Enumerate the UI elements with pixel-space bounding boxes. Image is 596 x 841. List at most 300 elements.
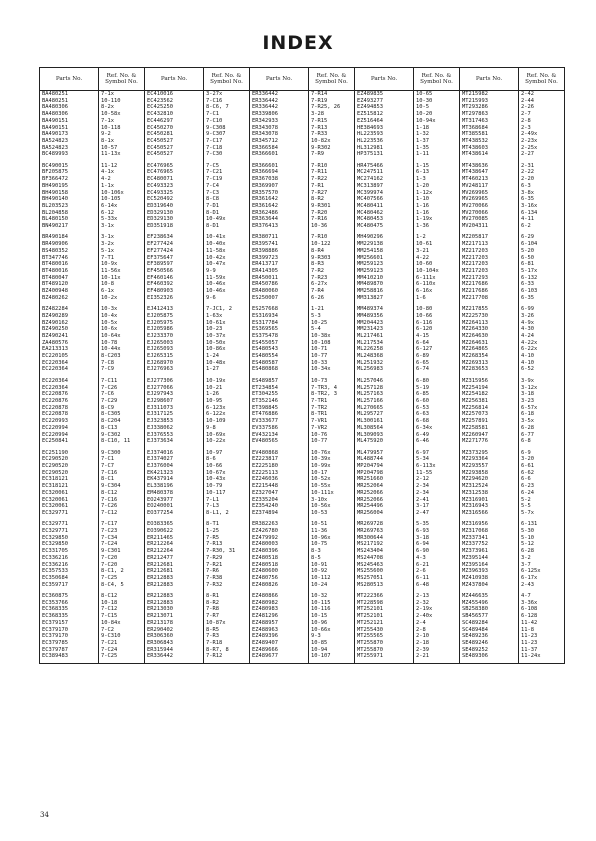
- parts-no-cell: ER336442: [145, 653, 204, 663]
- table-header-row: [40, 68, 565, 91]
- ref-symbol-cell: 3-8x: [519, 190, 565, 197]
- table-row: [40, 562, 565, 569]
- parts-no-cell: SC489484: [460, 627, 519, 634]
- ref-symbol-cell: 7-R9: [309, 151, 355, 158]
- parts-no-cell: ML475920: [355, 438, 414, 445]
- ref-symbol-cell: 3-12x: [519, 385, 565, 392]
- parts-no-cell: ER212681: [145, 562, 204, 569]
- ref-symbol-cell: 4-24: [519, 333, 565, 340]
- parts-no-cell: EC379170: [40, 627, 99, 634]
- parts-no-cell: BA524823: [40, 138, 99, 145]
- ref-symbol-cell: 1-16: [414, 210, 460, 217]
- parts-no-cell: ES316934: [250, 313, 309, 320]
- ref-symbol-cell: 8-C9: [99, 405, 145, 412]
- parts-no-cell: MV270066: [460, 210, 519, 217]
- parts-no-cell: ET304255: [250, 391, 309, 398]
- ref-symbol-cell: 9-C310: [99, 633, 145, 640]
- parts-no-cell: BZ490250: [40, 326, 99, 333]
- parts-no-cell: ES455057: [250, 340, 309, 347]
- table-row: [40, 138, 565, 145]
- parts-no-cell: EC329771: [40, 528, 99, 535]
- ref-symbol-cell: 9-9: [204, 268, 250, 275]
- ref-symbol-cell: 6-35: [519, 295, 565, 302]
- ref-symbol-cell: 3-9x: [519, 373, 565, 384]
- ref-symbol-cell: 7-D1: [204, 203, 250, 210]
- parts-no-cell: ER366584: [250, 145, 309, 152]
- ref-symbol-cell: 7-R27: [309, 190, 355, 197]
- ref-symbol-cell: 6-13: [414, 169, 460, 176]
- parts-no-cell: BA524823: [40, 145, 99, 152]
- parts-no-cell: EC357533: [40, 568, 99, 575]
- table-row: [40, 510, 565, 517]
- ref-symbol-cell: 11-56x: [99, 268, 145, 275]
- ref-symbol-cell: 10-36: [309, 223, 355, 230]
- parts-no-cell: ML300161: [355, 418, 414, 425]
- ref-symbol-cell: 7-R20: [309, 210, 355, 217]
- ref-symbol-cell: 8-L1, 2: [204, 510, 250, 517]
- ref-symbol-cell: 5-20: [519, 248, 565, 255]
- parts-no-cell: ER306843: [145, 640, 204, 647]
- ref-symbol-cell: 11-36: [309, 528, 355, 535]
- parts-no-cell: MC480462: [355, 210, 414, 217]
- table-row: [40, 190, 565, 197]
- parts-no-cell: MV269965: [460, 190, 519, 197]
- ref-symbol-cell: 9-C302: [99, 432, 145, 439]
- parts-no-cell: EJ233370: [145, 333, 204, 340]
- ref-symbol-cell: 8-R2: [204, 600, 250, 607]
- ref-symbol-cell: 9-6: [204, 295, 250, 302]
- table-row: [40, 535, 565, 542]
- parts-no-cell: EZ488963: [250, 627, 309, 634]
- ref-symbol-cell: 6-94: [414, 541, 460, 548]
- parts-no-cell: EC493323: [145, 183, 204, 190]
- column-header-parts-no: Parts No.: [145, 68, 204, 91]
- ref-symbol-cell: 7-C9: [99, 366, 145, 373]
- ref-symbol-cell: 7-R4: [309, 288, 355, 295]
- parts-no-cell: ES317784: [250, 320, 309, 327]
- table-row: [40, 210, 565, 217]
- parts-no-cell: EF389597: [145, 261, 204, 268]
- parts-no-cell: EC353766: [40, 600, 99, 607]
- parts-no-cell: MZ264330: [460, 326, 519, 333]
- parts-no-cell: BC489993: [40, 151, 99, 158]
- parts-no-cell: HL312981: [355, 145, 414, 152]
- ref-symbol-cell: 11-59x: [204, 275, 250, 282]
- ref-symbol-cell: 7-R21: [204, 562, 250, 569]
- parts-no-cell: EZ489396: [250, 633, 309, 640]
- parts-no-cell: MM229138: [355, 241, 414, 248]
- parts-no-cell: EJ376553: [145, 432, 204, 439]
- parts-no-cell: ML226258: [355, 346, 414, 353]
- ref-symbol-cell: 6-49: [414, 432, 460, 439]
- ref-symbol-cell: 2-47: [414, 510, 460, 517]
- parts-no-cell: MZ337341: [460, 535, 519, 542]
- ref-symbol-cell: 10-111x: [309, 490, 355, 497]
- ref-symbol-cell: 8-TR2, 3: [309, 391, 355, 398]
- ref-symbol-cell: 7-C16: [99, 470, 145, 477]
- ref-symbol-cell: 7-R1: [309, 183, 355, 190]
- parts-no-cell: EJ317125: [145, 411, 204, 418]
- parts-no-cell: MR252064: [355, 483, 414, 490]
- ref-symbol-cell: 6-60: [414, 398, 460, 405]
- parts-no-cell: EF460392: [145, 281, 204, 288]
- ref-symbol-cell: 8-C6, 7: [204, 104, 250, 111]
- ref-symbol-cell: 10-53: [309, 510, 355, 517]
- ref-symbol-cell: 5-2: [519, 497, 565, 504]
- ref-symbol-cell: 7-R13: [204, 541, 250, 548]
- parts-no-cell: BA480306: [40, 104, 99, 111]
- ref-symbol-cell: 7-R29: [204, 555, 250, 562]
- parts-no-cell: MC399974: [355, 190, 414, 197]
- parts-no-cell: MT215993: [460, 98, 519, 105]
- parts-no-cell: BA490173: [40, 131, 99, 138]
- ref-symbol-cell: 8-R4: [309, 248, 355, 255]
- parts-no-cell: ML479957: [355, 445, 414, 456]
- ref-symbol-cell: 5-17x: [519, 268, 565, 275]
- parts-no-cell: ER398886: [250, 248, 309, 255]
- ref-symbol-cell: 7-R18: [204, 640, 250, 647]
- ref-symbol-cell: 10-51: [309, 517, 355, 528]
- parts-no-cell: MM410210: [355, 275, 414, 282]
- table-row: [40, 241, 565, 248]
- parts-no-cell: EO243977: [145, 497, 204, 504]
- table-row: [40, 360, 565, 367]
- ref-symbol-cell: 10-24: [309, 582, 355, 589]
- parts-no-cell: MZ316901: [460, 497, 519, 504]
- ref-symbol-cell: 10-61: [414, 241, 460, 248]
- parts-no-cell: EC220994: [40, 425, 99, 432]
- parts-no-cell: BC490015: [40, 158, 99, 169]
- parts-no-cell: ML257128: [355, 385, 414, 392]
- parts-no-cell: MT255870: [355, 640, 414, 647]
- ref-symbol-cell: 10-43x: [204, 476, 250, 483]
- ref-symbol-cell: 10-19x: [204, 373, 250, 384]
- parts-no-cell: MZ256381: [460, 398, 519, 405]
- ref-symbol-cell: 10-71: [309, 346, 355, 353]
- parts-no-cell: MZ264865: [460, 346, 519, 353]
- ref-symbol-cell: 7-C19: [204, 176, 250, 183]
- parts-no-cell: EM480378: [145, 490, 204, 497]
- ref-symbol-cell: 10-58x: [99, 111, 145, 118]
- ref-symbol-cell: 5-1x: [99, 248, 145, 255]
- parts-no-cell: MZ225730: [460, 313, 519, 320]
- parts-no-cell: MT438647: [460, 169, 519, 176]
- ref-symbol-cell: 3-26: [519, 313, 565, 320]
- table-row: [40, 405, 565, 412]
- ref-symbol-cell: 10-115: [309, 600, 355, 607]
- parts-no-cell: MM254158: [355, 248, 414, 255]
- table-row: [40, 125, 565, 132]
- parts-no-cell: MH490296: [355, 230, 414, 241]
- ref-symbol-cell: 7-C20: [99, 555, 145, 562]
- ref-symbol-cell: 6-110x: [414, 281, 460, 288]
- ref-symbol-cell: 10-11x: [99, 275, 145, 282]
- parts-no-cell: EV432134: [250, 432, 309, 439]
- parts-no-cell: ES257668: [250, 301, 309, 312]
- ref-symbol-cell: 1-32: [414, 131, 460, 138]
- ref-symbol-cell: 7-C34: [99, 535, 145, 542]
- parts-no-cell: EC368335: [40, 613, 99, 620]
- index-table: [39, 67, 565, 664]
- ref-symbol-cell: 10-85: [309, 640, 355, 647]
- ref-symbol-cell: 11-8: [519, 627, 565, 634]
- parts-no-cell: ES375478: [250, 333, 309, 340]
- parts-no-cell: EJ311073: [145, 405, 204, 412]
- ref-symbol-cell: 10-47x: [204, 261, 250, 268]
- ref-symbol-cell: 6-111x: [414, 275, 460, 282]
- ref-symbol-cell: 2-19x: [414, 606, 460, 613]
- ref-symbol-cell: 8-C1: [99, 476, 145, 483]
- parts-no-cell: EJ268970: [145, 360, 204, 367]
- parts-no-cell: ER343078: [250, 125, 309, 132]
- ref-symbol-cell: 10-65: [414, 91, 460, 98]
- ref-symbol-cell: 7-C17: [204, 138, 250, 145]
- ref-symbol-cell: 5-35: [414, 517, 460, 528]
- table-row: [40, 418, 565, 425]
- ref-symbol-cell: 10-37x: [204, 333, 250, 340]
- ref-symbol-cell: 3-10x: [309, 497, 355, 504]
- ref-symbol-cell: 6-14x: [99, 203, 145, 210]
- ref-symbol-cell: 6-65: [414, 360, 460, 367]
- parts-no-cell: EZ246036: [250, 476, 309, 483]
- ref-symbol-cell: 1-2: [414, 230, 460, 241]
- parts-no-cell: EF277424: [145, 241, 204, 248]
- table-row: [40, 118, 565, 125]
- table-row: [40, 340, 565, 347]
- parts-no-cell: EC336216: [40, 562, 99, 569]
- parts-no-cell: EF460146: [145, 275, 204, 282]
- parts-no-cell: MZ269313: [460, 360, 519, 367]
- table-row: [40, 313, 565, 320]
- ref-symbol-cell: 8-R1: [204, 588, 250, 599]
- parts-no-cell: ER213178: [145, 620, 204, 627]
- parts-no-cell: MT438532: [460, 138, 519, 145]
- parts-no-cell: EC320061: [40, 497, 99, 504]
- ref-symbol-cell: 3-2: [519, 555, 565, 562]
- ref-symbol-cell: 2-40x: [414, 613, 460, 620]
- ref-symbol-cell: 10-56x: [309, 503, 355, 510]
- parts-no-cell: MV204311: [460, 223, 519, 230]
- parts-no-cell: BL204858: [40, 210, 99, 217]
- ref-symbol-cell: 8-TR1: [309, 411, 355, 418]
- parts-no-cell: MZ257073: [460, 411, 519, 418]
- ref-symbol-cell: 6-53: [414, 405, 460, 412]
- parts-no-cell: MM489374: [355, 301, 414, 312]
- ref-symbol-cell: 4-22x: [519, 340, 565, 347]
- ref-symbol-cell: 10-42x: [204, 255, 250, 262]
- ref-symbol-cell: 6-2: [519, 223, 565, 230]
- parts-no-cell: MT438614: [460, 151, 519, 158]
- ref-symbol-cell: 10-66: [414, 313, 460, 320]
- parts-no-cell: MP204794: [355, 463, 414, 470]
- ref-symbol-cell: 6-134: [519, 210, 565, 217]
- column-header-ref-no: Ref. No. & Symbol No.: [309, 68, 355, 91]
- parts-no-cell: MT368684: [460, 125, 519, 132]
- parts-no-cell: EC329850: [40, 541, 99, 548]
- ref-symbol-cell: 10-107: [309, 653, 355, 663]
- parts-no-cell: MT215982: [460, 91, 519, 98]
- parts-no-cell: ER336442: [250, 98, 309, 105]
- parts-no-cell: EC368335: [40, 606, 99, 613]
- parts-no-cell: ML257166: [355, 398, 414, 405]
- ref-symbol-cell: 6-9: [519, 445, 565, 456]
- parts-no-cell: ES480554: [250, 353, 309, 360]
- parts-no-cell: HE384693: [355, 125, 414, 132]
- ref-symbol-cell: 6-104: [519, 241, 565, 248]
- parts-no-cell: EZ354240: [250, 503, 309, 510]
- ref-symbol-cell: 2-4: [414, 620, 460, 627]
- ref-symbol-cell: 10-105: [99, 196, 145, 203]
- ref-symbol-cell: 2-43: [519, 582, 565, 589]
- parts-no-cell: MZ217293: [460, 275, 519, 282]
- ref-symbol-cell: 10-20: [414, 111, 460, 118]
- ref-symbol-cell: 1-1x: [99, 183, 145, 190]
- ref-symbol-cell: 4-10: [519, 353, 565, 360]
- ref-symbol-cell: 7-R30, 31: [204, 548, 250, 555]
- table-row: [40, 248, 565, 255]
- ref-symbol-cell: 3-1x: [99, 223, 145, 230]
- parts-no-cell: ER336442: [250, 91, 309, 98]
- parts-no-cell: EZ493277: [355, 98, 414, 105]
- table-row: [40, 255, 565, 262]
- parts-no-cell: MZ268354: [460, 353, 519, 360]
- ref-symbol-cell: 10-80: [414, 301, 460, 312]
- parts-no-cell: MR269763: [355, 528, 414, 535]
- parts-no-cell: ET352146: [250, 398, 309, 405]
- ref-symbol-cell: 1-35: [414, 145, 460, 152]
- ref-symbol-cell: 10-44x: [99, 346, 145, 353]
- ref-symbol-cell: 7-T1: [99, 255, 145, 262]
- parts-no-cell: BT480016: [40, 261, 99, 268]
- parts-no-cell: ED351918: [145, 223, 204, 230]
- parts-no-cell: ER211465: [145, 535, 204, 542]
- ref-symbol-cell: 2-25x: [519, 145, 565, 152]
- ref-symbol-cell: 10-76: [309, 432, 355, 439]
- parts-no-cell: EJ277066: [145, 385, 204, 392]
- ref-symbol-cell: 1-25: [204, 528, 250, 535]
- ref-symbol-cell: 1-6: [414, 295, 460, 302]
- parts-no-cell: ML217534: [355, 340, 414, 347]
- table-row: [40, 91, 565, 98]
- parts-no-cell: ML217461: [355, 333, 414, 340]
- parts-no-cell: EK421323: [145, 470, 204, 477]
- ref-symbol-cell: 3-23: [519, 398, 565, 405]
- parts-no-cell: MZ217708: [460, 295, 519, 302]
- ref-symbol-cell: 6-52: [519, 366, 565, 373]
- ref-symbol-cell: 6-21: [414, 562, 460, 569]
- ref-symbol-cell: 7-C30: [204, 151, 250, 158]
- parts-no-cell: EC359717: [40, 582, 99, 589]
- ref-symbol-cell: 8-1x: [99, 138, 145, 145]
- parts-no-cell: MT255971: [355, 653, 414, 663]
- ref-symbol-cell: 7-C21: [204, 169, 250, 176]
- ref-symbol-cell: 6-23: [519, 483, 565, 490]
- table-row: [40, 555, 565, 562]
- parts-no-cell: MZ455496: [460, 600, 519, 607]
- table-row: [40, 411, 565, 418]
- table-row: [40, 111, 565, 118]
- ref-symbol-cell: 7-C11: [99, 373, 145, 384]
- ref-symbol-cell: 7-C24: [99, 541, 145, 548]
- parts-no-cell: ER212264: [145, 541, 204, 548]
- parts-no-cell: EJ297943: [145, 391, 204, 398]
- column-header-parts-no: Parts No.: [355, 68, 414, 91]
- parts-no-cell: EC318121: [40, 476, 99, 483]
- ref-symbol-cell: 2-27: [519, 151, 565, 158]
- parts-no-cell: MZ217203: [460, 268, 519, 275]
- ref-symbol-cell: 7-TR2: [309, 405, 355, 412]
- ref-symbol-cell: 8-D1: [204, 223, 250, 230]
- parts-no-cell: MR251660: [355, 476, 414, 483]
- parts-no-cell: BZ490241: [40, 333, 99, 340]
- ref-symbol-cell: 11-23: [519, 640, 565, 647]
- ref-symbol-cell: 10-108: [309, 340, 355, 347]
- column-header-parts-no: Parts No.: [40, 68, 99, 91]
- parts-no-cell: SC489284: [460, 620, 519, 627]
- ref-symbol-cell: 1-19x: [414, 216, 460, 223]
- table-row: [40, 216, 565, 223]
- parts-no-cell: HL223593: [355, 131, 414, 138]
- ref-symbol-cell: 6-120: [414, 326, 460, 333]
- ref-symbol-cell: 6-61: [519, 463, 565, 470]
- ref-symbol-cell: 10-49x: [204, 216, 250, 223]
- ref-symbol-cell: 6-68: [414, 418, 460, 425]
- parts-no-cell: EC410016: [145, 91, 204, 98]
- ref-symbol-cell: 8-C8: [204, 196, 250, 203]
- parts-no-cell: MC480411: [355, 203, 414, 210]
- ref-symbol-cell: 1-15: [414, 158, 460, 169]
- parts-no-cell: ML257046: [355, 373, 414, 384]
- ref-symbol-cell: 5-5: [519, 503, 565, 510]
- ref-symbol-cell: 8-C12: [99, 490, 145, 497]
- ref-symbol-cell: 7-R3: [204, 633, 250, 640]
- ref-symbol-cell: 6-26: [309, 295, 355, 302]
- parts-no-cell: ES480543: [250, 346, 309, 353]
- ref-symbol-cell: 2-6: [414, 568, 460, 575]
- parts-no-cell: MR252066: [355, 497, 414, 504]
- ref-symbol-cell: 7-C3: [204, 190, 250, 197]
- ref-symbol-cell: 1-36: [414, 223, 460, 230]
- parts-no-cell: EZ480518: [250, 562, 309, 569]
- ref-symbol-cell: 9-R301: [309, 203, 355, 210]
- ref-symbol-cell: 2-23x: [519, 138, 565, 145]
- parts-no-cell: EJ338062: [145, 425, 204, 432]
- ref-symbol-cell: 10-94: [309, 647, 355, 654]
- parts-no-cell: SE489306: [460, 653, 519, 663]
- ref-symbol-cell: 9-3: [309, 633, 355, 640]
- parts-no-cell: EJ265093: [145, 346, 204, 353]
- parts-no-cell: EJ205975: [145, 320, 204, 327]
- table-row: [40, 528, 565, 535]
- parts-no-cell: BT480016: [40, 268, 99, 275]
- ref-symbol-cell: 7-C26: [99, 503, 145, 510]
- table-row: [40, 131, 565, 138]
- parts-no-cell: EZ489407: [250, 640, 309, 647]
- parts-no-cell: ER361642: [250, 196, 309, 203]
- ref-symbol-cell: 1-24: [204, 353, 250, 360]
- table-row: [40, 620, 565, 627]
- parts-no-cell: ER315944: [145, 647, 204, 654]
- ref-symbol-cell: 1-12x: [414, 190, 460, 197]
- ref-symbol-cell: 4-1x: [99, 169, 145, 176]
- parts-no-cell: MZ217203: [460, 255, 519, 262]
- parts-no-cell: MT438636: [460, 158, 519, 169]
- parts-no-cell: MZ217203: [460, 261, 519, 268]
- parts-no-cell: MC407566: [355, 196, 414, 203]
- parts-no-cell: MZ373295: [460, 445, 519, 456]
- ref-symbol-cell: 10-64x: [99, 333, 145, 340]
- parts-no-cell: EV480868: [250, 445, 309, 456]
